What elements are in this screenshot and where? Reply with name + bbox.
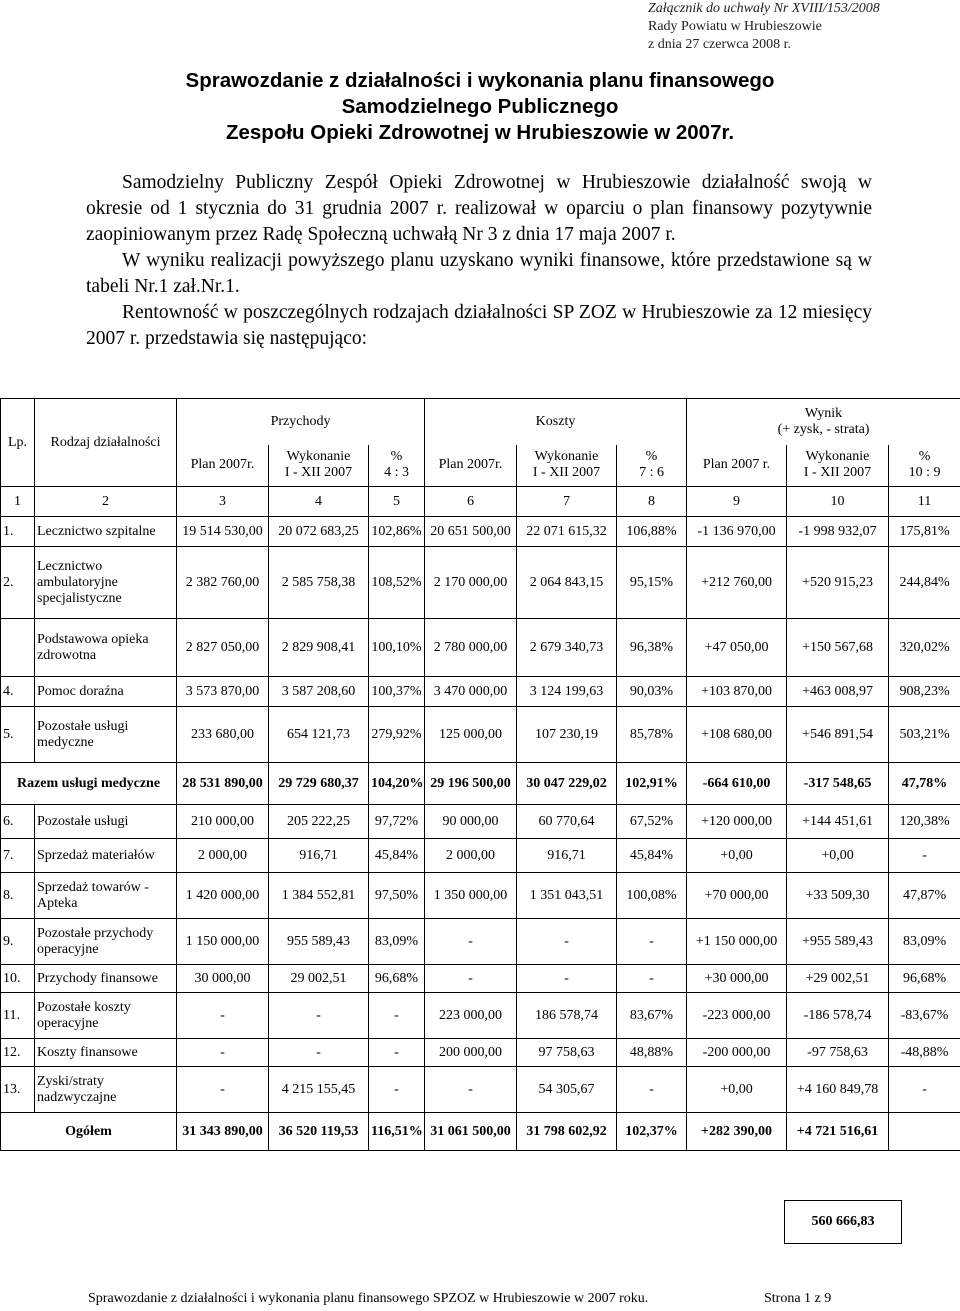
colnum: 4 xyxy=(269,487,369,517)
colnum: 10 xyxy=(787,487,889,517)
cell-rodzaj: Koszty finansowe xyxy=(35,1039,177,1067)
cell-value: 96,38% xyxy=(617,619,687,677)
cell-value: 20 651 500,00 xyxy=(425,517,517,547)
cell-total-label: Ogółem xyxy=(1,1113,177,1151)
cell-value: 2 064 843,15 xyxy=(517,547,617,619)
table-body-ogolem xyxy=(1,1113,960,1151)
header-pct xyxy=(617,445,687,487)
cell-value: 48,88% xyxy=(617,1039,687,1067)
cell-lp: 6. xyxy=(1,805,35,839)
cell-value: 116,51% xyxy=(369,1113,425,1151)
header-wykonanie xyxy=(269,445,369,487)
cell-value: 908,23% xyxy=(889,677,960,707)
cell-value: 2 382 760,00 xyxy=(177,547,269,619)
table-row xyxy=(1,677,960,707)
cell-value: - xyxy=(269,1039,369,1067)
header-pct-sign: % xyxy=(918,449,931,465)
cell-lp: 4. xyxy=(1,677,35,707)
extra-total: 560 666,83 xyxy=(784,1200,902,1244)
cell-value xyxy=(889,1113,960,1151)
header-wynik-sub: (+ zysk, - strata) xyxy=(777,421,870,437)
cell-value: 916,71 xyxy=(269,839,369,873)
cell-value: 955 589,43 xyxy=(269,919,369,965)
cell-value: +30 000,00 xyxy=(687,965,787,993)
document-title xyxy=(0,68,960,146)
header-wyk-line: I - XII 2007 xyxy=(803,465,872,481)
cell-value: 97 758,63 xyxy=(517,1039,617,1067)
table-row xyxy=(1,965,960,993)
cell-value: 28 531 890,00 xyxy=(177,763,269,805)
header-wynik-title: Wynik xyxy=(804,405,843,421)
colnum: 11 xyxy=(889,487,960,517)
header-wynik xyxy=(687,399,960,445)
cell-value: 120,38% xyxy=(889,805,960,839)
cell-value: 3 470 000,00 xyxy=(425,677,517,707)
cell-value: 2 829 908,41 xyxy=(269,619,369,677)
cell-rodzaj: Podstawowa opieka zdrowotna xyxy=(35,619,177,677)
cell-value: +108 680,00 xyxy=(687,707,787,763)
cell-lp: 8. xyxy=(1,873,35,919)
cell-value: - xyxy=(425,965,517,993)
cell-lp xyxy=(1,619,35,677)
cell-lp: 1. xyxy=(1,517,35,547)
table-row xyxy=(1,763,960,805)
table-body-other xyxy=(1,805,960,1113)
cell-value: 83,09% xyxy=(889,919,960,965)
cell-value: +463 008,97 xyxy=(787,677,889,707)
header-wyk-line: Wykonanie xyxy=(805,449,870,465)
cell-value: 29 002,51 xyxy=(269,965,369,993)
cell-value: 2 827 050,00 xyxy=(177,619,269,677)
colnum: 6 xyxy=(425,487,517,517)
cell-value: 3 124 199,63 xyxy=(517,677,617,707)
cell-value: +70 000,00 xyxy=(687,873,787,919)
cell-value: +0,00 xyxy=(687,839,787,873)
cell-value: -664 610,00 xyxy=(687,763,787,805)
table-row xyxy=(1,619,960,677)
cell-rodzaj: Przychody finansowe xyxy=(35,965,177,993)
cell-rodzaj: Pozostałe usługi xyxy=(35,805,177,839)
cell-value: +955 589,43 xyxy=(787,919,889,965)
cell-value: - xyxy=(177,1067,269,1113)
cell-value: 30 000,00 xyxy=(177,965,269,993)
cell-value: -1 136 970,00 xyxy=(687,517,787,547)
header-rodzaj: Rodzaj działalności xyxy=(35,399,177,487)
cell-value: 3 587 208,60 xyxy=(269,677,369,707)
colnum: 1 xyxy=(1,487,35,517)
cell-value: +47 050,00 xyxy=(687,619,787,677)
cell-value: 29 196 500,00 xyxy=(425,763,517,805)
cell-value: +33 509,30 xyxy=(787,873,889,919)
cell-value: 175,81% xyxy=(889,517,960,547)
intro-paragraph: Samodzielny Publiczny Zespół Opieki Zdrowotnej w Hrubieszowie działalność swoją w okresie od 1 stycznia do 31 grudnia 2007 r. realizował w oparciu o plan finansowy pozytywnie zaopiniowanym przez Radę Społeczną uchwałą Nr 3 z dnia 17 maja 2007 r. xyxy=(86,172,872,245)
cell-value: 100,37% xyxy=(369,677,425,707)
title-line: Zespołu Opieki Zdrowotnej w Hrubieszowie w 2007r. xyxy=(225,121,735,144)
cell-lp: 10. xyxy=(1,965,35,993)
cell-value: 107 230,19 xyxy=(517,707,617,763)
cell-lp: 2. xyxy=(1,547,35,619)
cell-value: 45,84% xyxy=(369,839,425,873)
table-row xyxy=(1,707,960,763)
cell-value: 36 520 119,53 xyxy=(269,1113,369,1151)
table-row xyxy=(1,919,960,965)
cell-value: 654 121,73 xyxy=(269,707,369,763)
cell-value: +103 870,00 xyxy=(687,677,787,707)
cell-value: 125 000,00 xyxy=(425,707,517,763)
table-row xyxy=(1,517,960,547)
cell-lp: 12. xyxy=(1,1039,35,1067)
cell-rodzaj: Lecznictwo szpitalne xyxy=(35,517,177,547)
cell-value: +212 760,00 xyxy=(687,547,787,619)
table-body-medical xyxy=(1,517,960,763)
cell-value: 102,86% xyxy=(369,517,425,547)
cell-value: - xyxy=(425,1067,517,1113)
cell-value: 31 061 500,00 xyxy=(425,1113,517,1151)
cell-value: 2 170 000,00 xyxy=(425,547,517,619)
cell-value: - xyxy=(369,1067,425,1113)
cell-value: 30 047 229,02 xyxy=(517,763,617,805)
table-row xyxy=(1,839,960,873)
header-wyk-line: Wykonanie xyxy=(534,449,599,465)
cell-value: 67,52% xyxy=(617,805,687,839)
header-wyk-line: I - XII 2007 xyxy=(532,465,601,481)
header-pct-ratio: 7 : 6 xyxy=(639,465,664,481)
cell-rodzaj: Pozostałe przychody operacyjne xyxy=(35,919,177,965)
cell-value: 102,91% xyxy=(617,763,687,805)
colnum: 7 xyxy=(517,487,617,517)
cell-rodzaj: Pomoc doraźna xyxy=(35,677,177,707)
cell-value: 97,50% xyxy=(369,873,425,919)
cell-value: 47,87% xyxy=(889,873,960,919)
cell-value: 244,84% xyxy=(889,547,960,619)
attachment-line: Rady Powiatu w Hrubieszowie xyxy=(648,19,822,34)
table-row xyxy=(1,1067,960,1113)
cell-value: - xyxy=(889,839,960,873)
cell-value: 503,21% xyxy=(889,707,960,763)
header-pct xyxy=(369,445,425,487)
cell-value: 54 305,67 xyxy=(517,1067,617,1113)
intro-paragraph: Rentowność w poszczególnych rodzajach działalności SP ZOZ w Hrubieszowie za 12 miesięcy 2007 r. przedstawia się następująco: xyxy=(86,302,872,349)
table-row xyxy=(1,547,960,619)
colnum: 9 xyxy=(687,487,787,517)
financial-table xyxy=(0,398,960,1151)
header-lp: Lp. xyxy=(1,399,35,487)
cell-lp: 9. xyxy=(1,919,35,965)
cell-value: - xyxy=(177,993,269,1039)
cell-value: 45,84% xyxy=(617,839,687,873)
cell-value: +1 150 000,00 xyxy=(687,919,787,965)
cell-value: +282 390,00 xyxy=(687,1113,787,1151)
cell-value: 60 770,64 xyxy=(517,805,617,839)
attachment-line: z dnia 27 czerwca 2008 r. xyxy=(648,37,792,52)
cell-value: +4 721 516,61 xyxy=(787,1113,889,1151)
cell-value: 96,68% xyxy=(889,965,960,993)
table-body-razem xyxy=(1,763,960,805)
cell-value: 19 514 530,00 xyxy=(177,517,269,547)
cell-lp: 13. xyxy=(1,1067,35,1113)
cell-value: +0,00 xyxy=(787,839,889,873)
cell-value: 95,15% xyxy=(617,547,687,619)
cell-value: 1 384 552,81 xyxy=(269,873,369,919)
cell-value: - xyxy=(517,919,617,965)
cell-value: 83,09% xyxy=(369,919,425,965)
cell-rodzaj: Pozostałe usługi medyczne xyxy=(35,707,177,763)
header-pct-sign: % xyxy=(645,449,658,465)
colnum: 5 xyxy=(369,487,425,517)
cell-value: - xyxy=(269,993,369,1039)
table-row xyxy=(1,805,960,839)
table-row xyxy=(1,993,960,1039)
header-pct-ratio: 4 : 3 xyxy=(384,465,409,481)
colnum: 8 xyxy=(617,487,687,517)
attachment-note xyxy=(648,0,948,54)
cell-value: 100,10% xyxy=(369,619,425,677)
cell-value: -1 998 932,07 xyxy=(787,517,889,547)
cell-value: - xyxy=(369,993,425,1039)
table-row xyxy=(1,873,960,919)
cell-value: 2 780 000,00 xyxy=(425,619,517,677)
header-plan: Plan 2007r. xyxy=(177,445,269,487)
header-plan: Plan 2007r. xyxy=(425,445,517,487)
cell-value: 1 351 043,51 xyxy=(517,873,617,919)
cell-lp: 7. xyxy=(1,839,35,873)
cell-value: 205 222,25 xyxy=(269,805,369,839)
cell-value: 29 729 680,37 xyxy=(269,763,369,805)
cell-value: - xyxy=(617,1067,687,1113)
cell-value: - xyxy=(425,919,517,965)
cell-value: 1 350 000,00 xyxy=(425,873,517,919)
cell-value: 96,68% xyxy=(369,965,425,993)
table-row xyxy=(1,1113,960,1151)
cell-value: 22 071 615,32 xyxy=(517,517,617,547)
cell-value: -97 758,63 xyxy=(787,1039,889,1067)
header-przychody: Przychody xyxy=(177,399,425,445)
cell-rodzaj: Sprzedaż towarów - Apteka xyxy=(35,873,177,919)
header-wyk-line: I - XII 2007 xyxy=(284,465,353,481)
cell-total-label: Razem usługi medyczne xyxy=(1,763,177,805)
cell-value: 2 000,00 xyxy=(177,839,269,873)
cell-lp: 11. xyxy=(1,993,35,1039)
cell-value: 108,52% xyxy=(369,547,425,619)
cell-value: 31 798 602,92 xyxy=(517,1113,617,1151)
header-wykonanie xyxy=(787,445,889,487)
cell-value: 3 573 870,00 xyxy=(177,677,269,707)
cell-value: 200 000,00 xyxy=(425,1039,517,1067)
header-pct-sign: % xyxy=(390,449,403,465)
cell-value: 2 000,00 xyxy=(425,839,517,873)
intro-text xyxy=(86,170,872,352)
header-wyk-line: Wykonanie xyxy=(286,449,351,465)
column-numbers-row xyxy=(1,487,960,517)
cell-value: - xyxy=(617,965,687,993)
cell-rodzaj: Sprzedaż materiałów xyxy=(35,839,177,873)
cell-value: - xyxy=(369,1039,425,1067)
cell-value: +4 160 849,78 xyxy=(787,1067,889,1113)
cell-value: +29 002,51 xyxy=(787,965,889,993)
intro-paragraph: W wyniku realizacji powyższego planu uzyskano wyniki finansowe, które przedstawione są w tabeli Nr.1 zał.Nr.1. xyxy=(86,250,872,297)
page-number: Strona 1 z 9 xyxy=(764,1291,832,1306)
cell-value: 85,78% xyxy=(617,707,687,763)
cell-value: +150 567,68 xyxy=(787,619,889,677)
cell-value: +0,00 xyxy=(687,1067,787,1113)
cell-value: 104,20% xyxy=(369,763,425,805)
header-plan: Plan 2007 r. xyxy=(687,445,787,487)
cell-value: 100,08% xyxy=(617,873,687,919)
header-row xyxy=(1,399,960,445)
cell-lp: 5. xyxy=(1,707,35,763)
cell-value: 90 000,00 xyxy=(425,805,517,839)
title-line: Sprawozdanie z działalności i wykonania planu finansowego xyxy=(185,69,775,92)
cell-rodzaj: Lecznictwo ambulatoryjne specjalistyczne xyxy=(35,547,177,619)
header-pct xyxy=(889,445,960,487)
cell-value: 2 679 340,73 xyxy=(517,619,617,677)
cell-rodzaj: Pozostałe koszty operacyjne xyxy=(35,993,177,1039)
cell-value: - xyxy=(177,1039,269,1067)
cell-value: - xyxy=(517,965,617,993)
cell-value: 20 072 683,25 xyxy=(269,517,369,547)
cell-value: - xyxy=(889,1067,960,1113)
cell-value: 279,92% xyxy=(369,707,425,763)
cell-value: 106,88% xyxy=(617,517,687,547)
cell-value: -83,67% xyxy=(889,993,960,1039)
cell-value: +520 915,23 xyxy=(787,547,889,619)
cell-value: -186 578,74 xyxy=(787,993,889,1039)
cell-value: 223 000,00 xyxy=(425,993,517,1039)
cell-value: 102,37% xyxy=(617,1113,687,1151)
cell-value: 4 215 155,45 xyxy=(269,1067,369,1113)
colnum: 2 xyxy=(35,487,177,517)
cell-value: -48,88% xyxy=(889,1039,960,1067)
cell-rodzaj: Zyski/straty nadzwyczajne xyxy=(35,1067,177,1113)
table-row xyxy=(1,1039,960,1067)
header-pct-ratio: 10 : 9 xyxy=(908,465,941,481)
cell-value: +144 451,61 xyxy=(787,805,889,839)
header-wykonanie xyxy=(517,445,617,487)
cell-value: 47,78% xyxy=(889,763,960,805)
cell-value: 90,03% xyxy=(617,677,687,707)
footer-text: Sprawozdanie z działalności i wykonania planu finansowego SPZOZ w Hrubieszowie w 2007 roku. xyxy=(88,1291,649,1306)
cell-value: 233 680,00 xyxy=(177,707,269,763)
header-koszty: Koszty xyxy=(425,399,687,445)
cell-value: - xyxy=(617,919,687,965)
cell-value: 83,67% xyxy=(617,993,687,1039)
cell-value: -317 548,65 xyxy=(787,763,889,805)
cell-value: -223 000,00 xyxy=(687,993,787,1039)
cell-value: 210 000,00 xyxy=(177,805,269,839)
cell-value: 2 585 758,38 xyxy=(269,547,369,619)
cell-value: 97,72% xyxy=(369,805,425,839)
cell-value: 186 578,74 xyxy=(517,993,617,1039)
cell-value: 31 343 890,00 xyxy=(177,1113,269,1151)
attachment-line: Załącznik do uchwały Nr XVIII/153/2008 xyxy=(648,1,880,16)
page-footer xyxy=(88,1290,948,1308)
title-line: Samodzielnego Publicznego xyxy=(341,95,619,118)
colnum: 3 xyxy=(177,487,269,517)
cell-value: -200 000,00 xyxy=(687,1039,787,1067)
cell-value: 1 420 000,00 xyxy=(177,873,269,919)
cell-value: +546 891,54 xyxy=(787,707,889,763)
cell-value: +120 000,00 xyxy=(687,805,787,839)
cell-value: 1 150 000,00 xyxy=(177,919,269,965)
cell-value: 916,71 xyxy=(517,839,617,873)
cell-value: 320,02% xyxy=(889,619,960,677)
